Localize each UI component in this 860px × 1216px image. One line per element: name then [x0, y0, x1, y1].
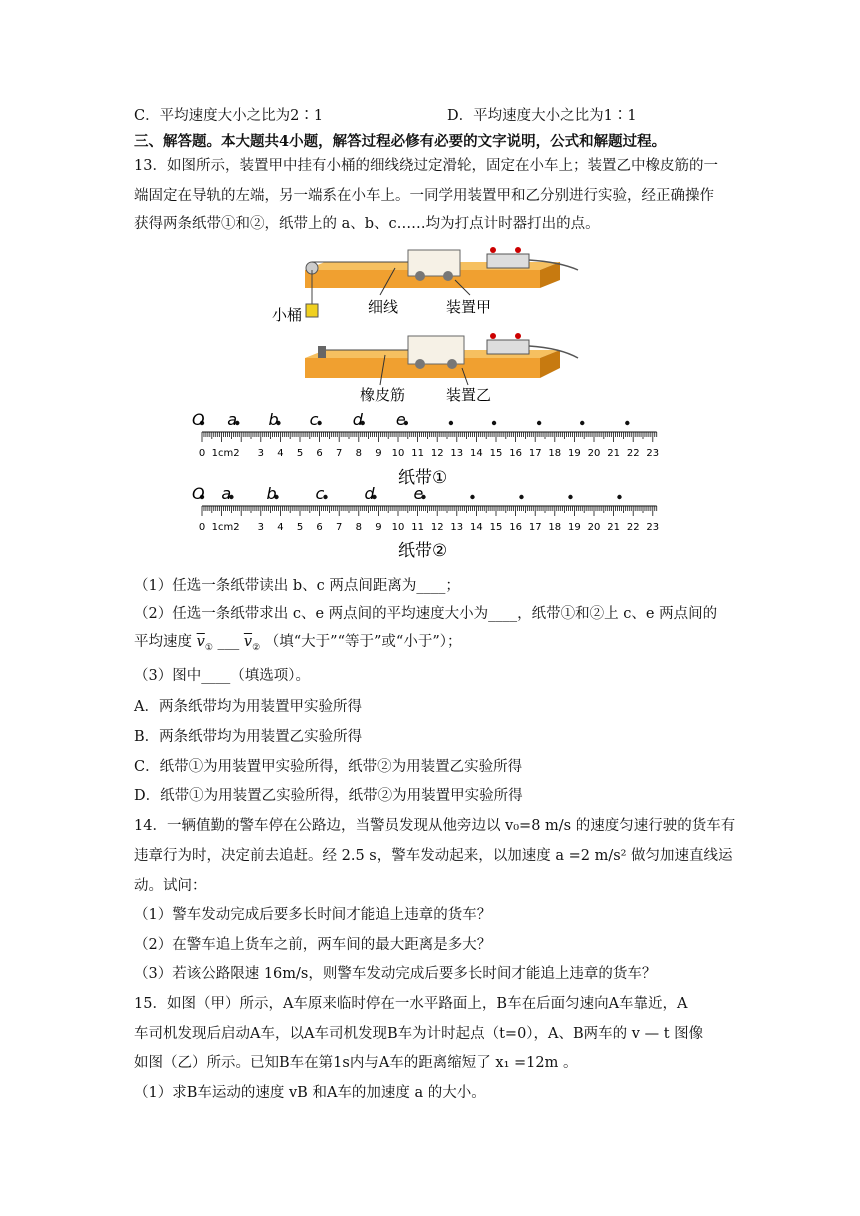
- tape2-ruler-label: 1cm2: [211, 522, 240, 533]
- tape1-ruler-label: 20: [587, 448, 601, 459]
- tape2-ruler-label: 13: [450, 522, 464, 533]
- tape1-point-label: d: [352, 410, 363, 429]
- q13-option-a: A．两条纸带均为用装置甲实验所得: [134, 699, 362, 715]
- q13-option-d: D．纸带①为用装置乙实验所得，纸带②为用装置甲实验所得: [134, 788, 523, 804]
- q14-line3: 动。试问：: [134, 878, 207, 894]
- q14-line2: 违章行为时，决定前去追赶。经 2.5 s，警车发动起来，以加速度 a =2 m/s² 做匀加速直线运: [134, 848, 733, 864]
- v1-symbol: $\overline{v}$: [196, 634, 205, 650]
- q13-part2b-blank: ___: [217, 634, 240, 650]
- q13-part1: （1）任选一条纸带读出 b、c 两点间距离为____；: [134, 578, 460, 594]
- label-string: 细线: [368, 298, 399, 316]
- tape2-ruler-label: 18: [548, 522, 562, 533]
- experiment-figure: [0, 240, 860, 570]
- q15-part1: （1）求B车运动的速度 vB 和A车的加速度 a 的大小。: [134, 1085, 486, 1101]
- tape2-ruler-label: 16: [509, 522, 522, 533]
- label-device-b: 装置乙: [446, 386, 492, 404]
- tape1-ruler-label: 10: [391, 448, 405, 459]
- tape1-ruler-label: 21: [607, 448, 620, 459]
- tape1-point: [449, 421, 453, 425]
- tape2-point: [568, 495, 572, 499]
- tape2-ruler-label: 11: [411, 522, 424, 533]
- q13-option-b: B．两条纸带均为用装置乙实验所得: [134, 729, 363, 745]
- tape2-point: [470, 495, 474, 499]
- label-device-a: 装置甲: [446, 298, 492, 316]
- tape1-ruler-label: 1cm2: [211, 448, 240, 459]
- q13-line3: 获得两条纸带①和②，纸带上的 a、b、c……均为打点计时器打出的点。: [134, 216, 600, 232]
- tape2-ruler-label: 17: [528, 522, 542, 533]
- v1-sub: ①: [204, 642, 213, 653]
- tape1-point-label: e: [395, 410, 406, 429]
- option-d: D．平均速度大小之比为1∶1: [447, 108, 637, 124]
- q15-line2: 车司机发现后启动A车，以A车司机发现B车为计时起点（t=0），A、B两车的 v — t 图像: [134, 1026, 704, 1042]
- tape1-ruler-label: 14: [470, 448, 483, 459]
- tape2-ruler-label: 10: [391, 522, 405, 533]
- tape2-ruler-label: 7: [336, 522, 343, 533]
- tape2-ruler-label: 9: [375, 522, 382, 533]
- tape2-point-label: c: [315, 484, 325, 503]
- q13-part3: （3）图中____（填选项）。: [134, 668, 310, 684]
- q13-part2b-pre: 平均速度: [134, 634, 192, 650]
- tape1-ruler-label: 18: [548, 448, 562, 459]
- tape2-ruler-label: 8: [355, 522, 362, 533]
- tape1-ruler-label: 8: [355, 448, 362, 459]
- tape1-point-label: c: [309, 410, 319, 429]
- tape1-ruler-label: 16: [509, 448, 522, 459]
- tape2-point-label: e: [413, 484, 424, 503]
- tape1-point: [625, 421, 629, 425]
- tape1-ruler-label: 19: [568, 448, 581, 459]
- tape2-title: 纸带②: [398, 541, 448, 561]
- q15-line3: 如图（乙）所示。已知B车在第1s内与A车的距离缩短了 x₁ =12m 。: [134, 1055, 578, 1071]
- tape1-point-label: O: [192, 410, 205, 429]
- tape1-ruler-label: 22: [626, 448, 640, 459]
- label-bucket: 小桶: [272, 306, 303, 324]
- tape2-ruler-label: 23: [646, 522, 660, 533]
- q13-line1: 13．如图所示，装置甲中挂有小桶的细线绕过定滑轮，固定在小车上；装置乙中橡皮筋的一: [134, 158, 718, 174]
- tape2-point: [519, 495, 523, 499]
- tape2-ruler-label: 15: [489, 522, 503, 533]
- option-c: C．平均速度大小之比为2∶1: [134, 108, 324, 124]
- tape2-ruler-label: 4: [277, 522, 284, 533]
- tape-2: [192, 484, 659, 533]
- v2-sub: ②: [252, 642, 261, 653]
- q13-line2: 端固定在导轨的左端，另一端系在小车上。一同学用装置甲和乙分别进行实验，经正确操作: [134, 188, 714, 204]
- tape1-ruler-label: 15: [489, 448, 503, 459]
- tape2-ruler-label: 12: [430, 522, 444, 533]
- tape2-ruler-label: 3: [257, 522, 264, 533]
- device-b: [305, 333, 578, 385]
- tape1-ruler-label: 3: [257, 448, 264, 459]
- tape2-ruler-label: 20: [587, 522, 601, 533]
- tape1-ruler-label: 17: [528, 448, 542, 459]
- tape1-ruler-label: 12: [430, 448, 444, 459]
- tape1-ruler-label: 7: [336, 448, 343, 459]
- tape1-title: 纸带①: [398, 468, 448, 488]
- tape2-point-label: b: [266, 484, 277, 503]
- q14-part2: （2）在警车追上货车之前，两车间的最大距离是多大？: [134, 937, 492, 953]
- tape2-ruler-label: 22: [626, 522, 640, 533]
- q14-part3: （3）若该公路限速 16m/s，则警车发动完成后要多长时间才能追上违章的货车？: [134, 966, 657, 982]
- tape2-ruler-label: 0: [198, 522, 206, 533]
- tape1-ruler-label: 6: [316, 448, 323, 459]
- tape1-ruler-label: 13: [450, 448, 464, 459]
- tape2-ruler-label: 19: [568, 522, 581, 533]
- tape2-point-label: a: [221, 484, 232, 503]
- tape1-point-label: a: [227, 410, 238, 429]
- tape1-point: [492, 421, 496, 425]
- section-heading: 三、解答题。本大题共4小题，解答过程必修有必要的文字说明，公式和解题过程。: [134, 133, 667, 150]
- tape1-point-label: b: [268, 410, 279, 429]
- tape2-point-label: O: [192, 484, 205, 503]
- tape2-ruler-label: 5: [296, 522, 304, 533]
- v2-symbol: $\overline{v}$: [243, 634, 253, 650]
- q14-line1: 14．一辆值勤的警车停在公路边，当警员发现从他旁边以 v₀=8 m/s 的速度匀速行驶的货车有: [134, 818, 736, 834]
- device-a: [305, 247, 578, 317]
- tape1-ruler-label: 5: [296, 448, 304, 459]
- q14-part1: （1）警车发动完成后要多长时间才能追上违章的货车？: [134, 907, 492, 923]
- tape1-ruler-label: 23: [646, 448, 660, 459]
- tape2-ruler-label: 21: [607, 522, 620, 533]
- tape2-point: [617, 495, 621, 499]
- q13-part2b: [134, 632, 461, 658]
- tape1-point: [537, 421, 541, 425]
- q13-part2b-post: （填“大于”“等于”或“小于”）；: [264, 634, 462, 650]
- q13-part2a: （2）任选一条纸带求出 c、e 两点间的平均速度大小为____，纸带①和②上 c、e 两点间的: [134, 606, 718, 622]
- q13-option-c: C．纸带①为用装置甲实验所得，纸带②为用装置乙实验所得: [134, 759, 523, 775]
- tape1-ruler-label: 4: [277, 448, 284, 459]
- q15-line1: 15．如图（甲）所示，A车原来临时停在一水平路面上，B车在后面匀速向A车靠近，A: [134, 996, 688, 1012]
- tape1-ruler-label: 9: [375, 448, 382, 459]
- tape1-ruler-label: 0: [198, 448, 206, 459]
- tape1-ruler-label: 11: [411, 448, 424, 459]
- tape2-ruler-label: 6: [316, 522, 323, 533]
- tape2-ruler-label: 14: [470, 522, 483, 533]
- label-rubber: 橡皮筋: [360, 386, 406, 404]
- tape-1: [192, 410, 659, 459]
- tape2-point-label: d: [364, 484, 375, 503]
- tape1-point: [580, 421, 584, 425]
